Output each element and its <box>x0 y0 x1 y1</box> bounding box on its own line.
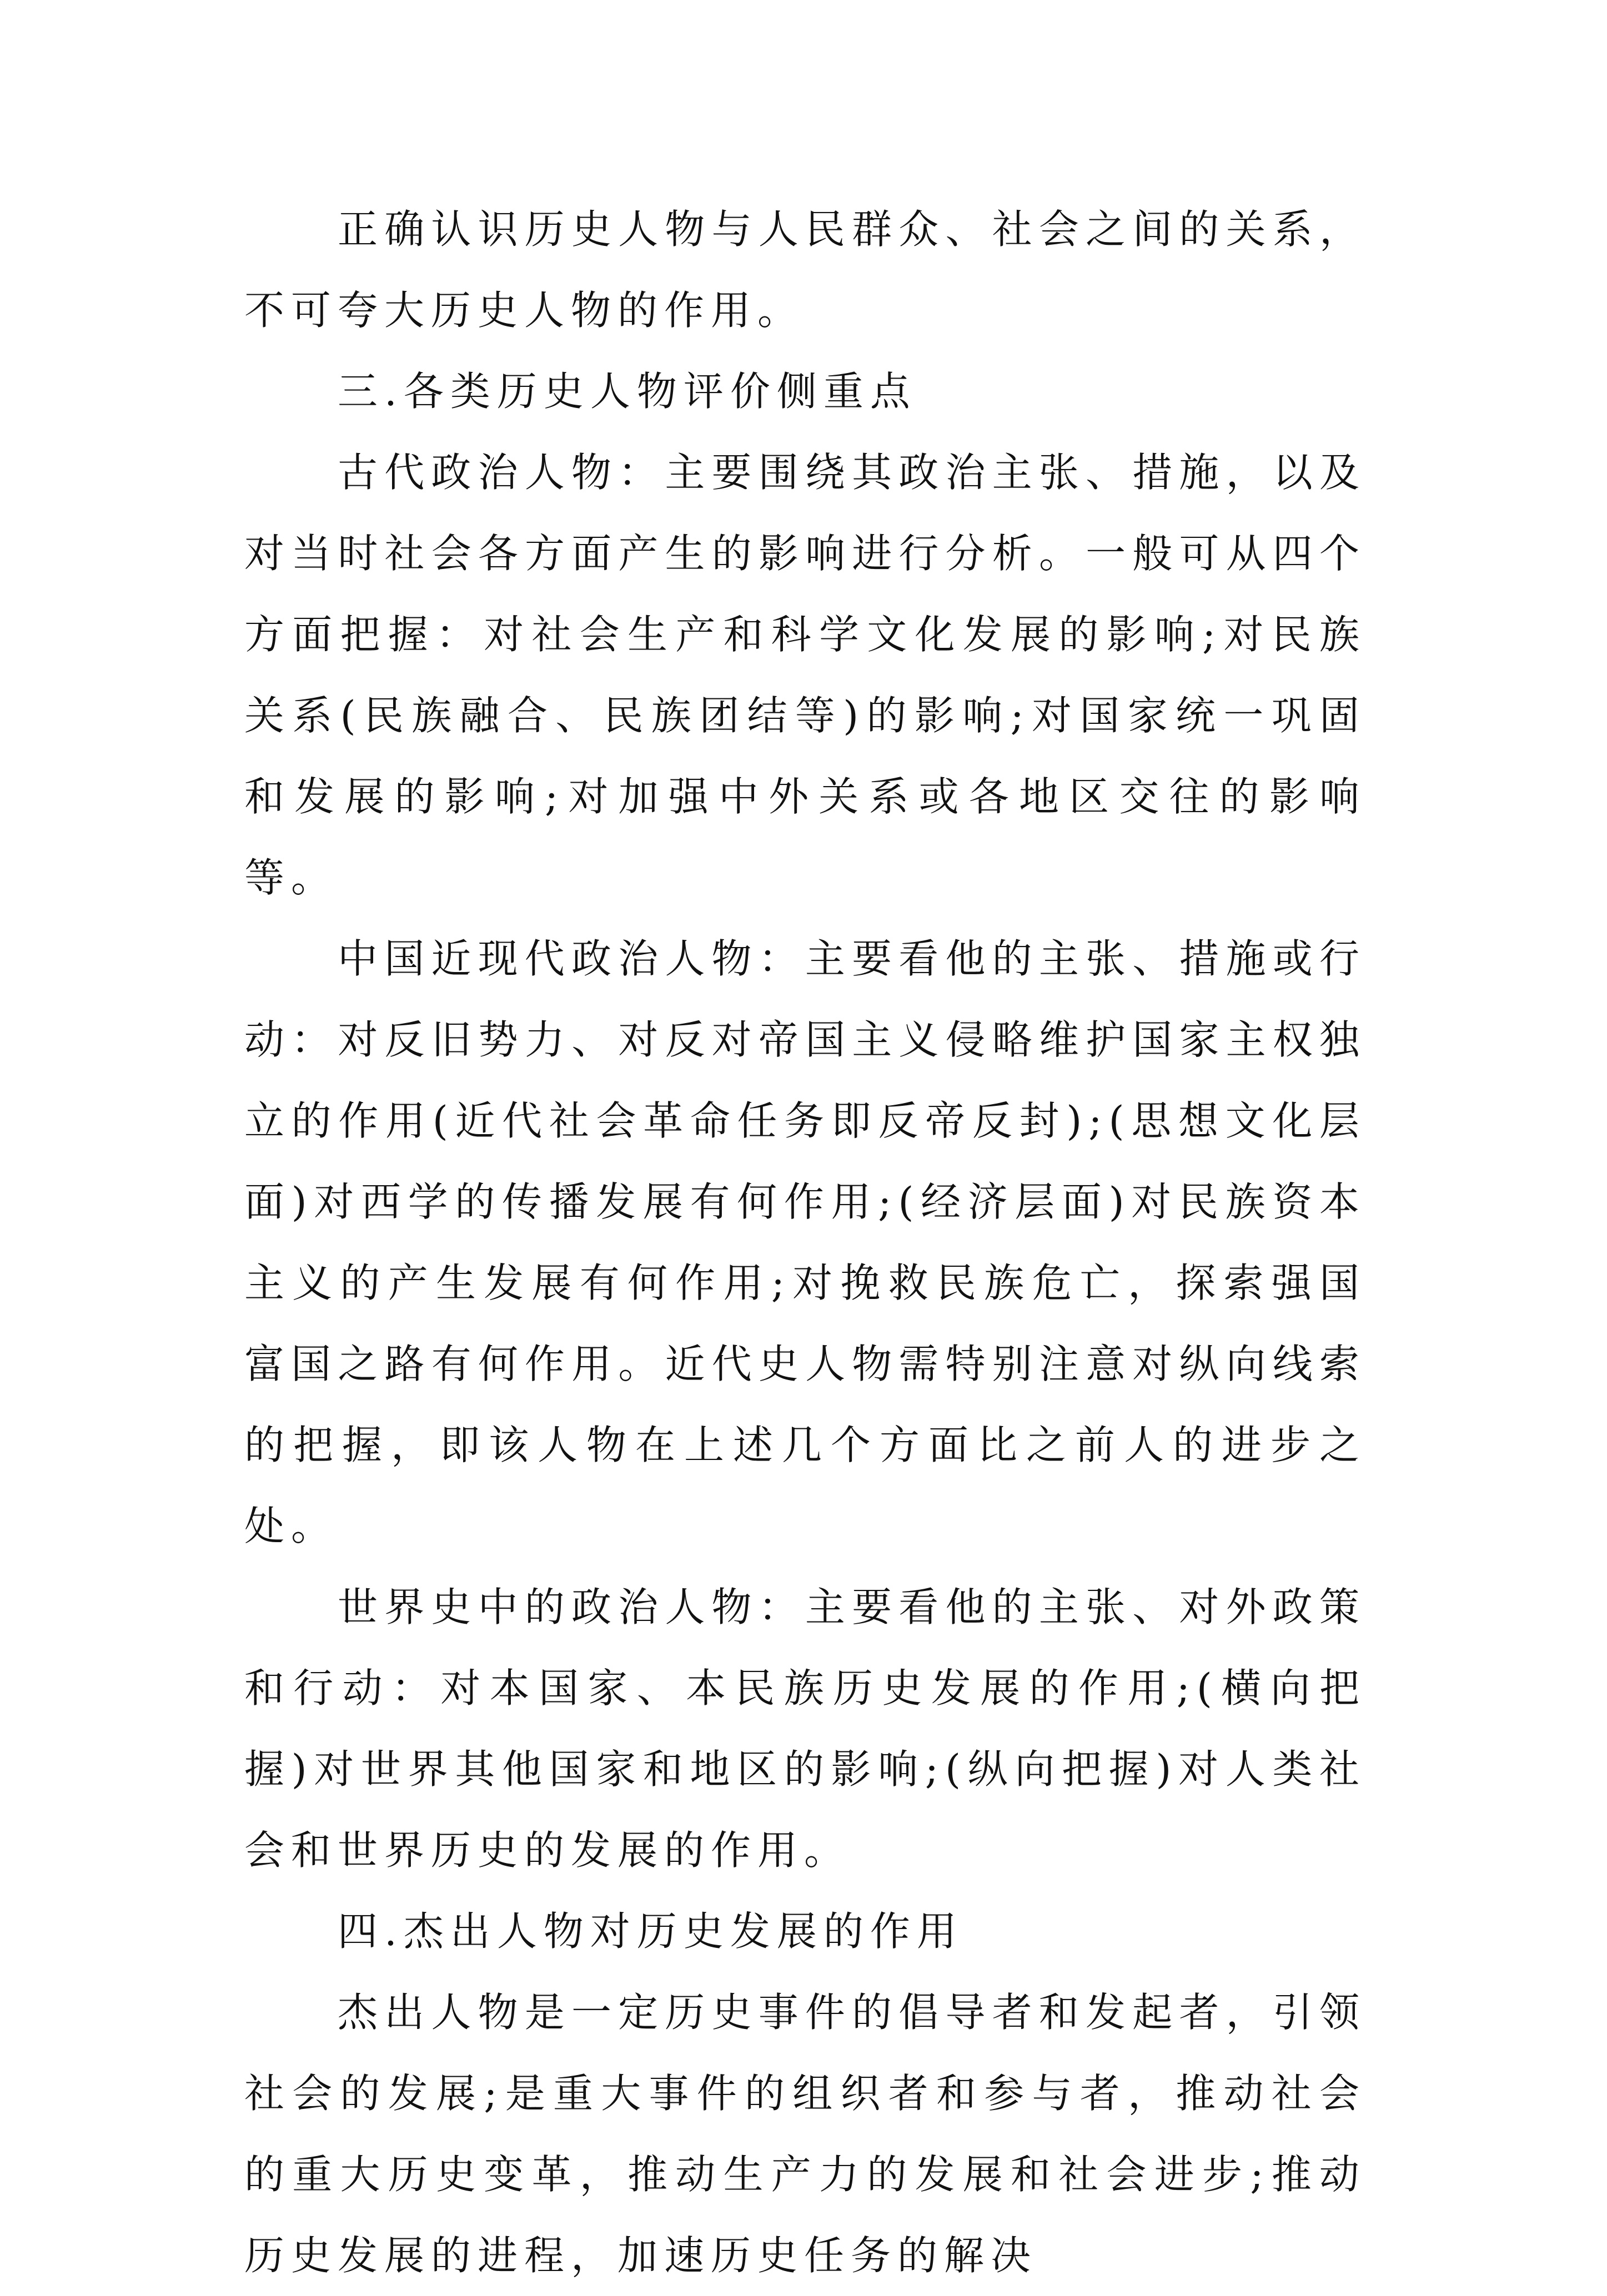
section-heading-3: 三.各类历史人物评价侧重点 <box>338 368 917 415</box>
paragraph-outstanding-figures: 杰出人物是一定历史事件的倡导者和发起者，引领社会的发展;是重大事件的组织者和参与者，推动社会的重大历史变革，推动生产力的发展和社会进步;推动历史发展的进程，加速历史任务的解决 <box>244 1989 1366 2279</box>
section-heading-4: 四.杰出人物对历史发展的作用 <box>338 1908 963 1955</box>
document-body <box>244 189 1366 2296</box>
paragraph-world-politicians: 世界史中的政治人物：主要看他的主张、对外政策和行动：对本国家、本民族历史发展的作用;(横向把握)对世界其他国家和地区的影响;(纵向把握)对人类社会和世界历史的发展的作用。 <box>244 1584 1366 1874</box>
paragraph-modern-chinese-politicians: 中国近现代政治人物：主要看他的主张、措施或行动：对反旧势力、对反对帝国主义侵略维护国家主权独立的作用(近代社会革命任务即反帝反封);(思想文化层面)对西学的传播发展有何作用;(经济层面)对民族资本主义的产生发展有何作用;对挽救民族危亡，探索强国富国之路有何作用。近代史人物需特别注意对纵向线索的把握，即该人物在上述几个方面比之前人的进步之处。 <box>244 935 1366 1549</box>
paragraph-ancient-politicians: 古代政治人物：主要围绕其政治主张、措施，以及对当时社会各方面产生的影响进行分析。一般可从四个方面把握：对社会生产和科学文化发展的影响;对民族关系(民族融合、民族团结等)的影响;对国家统一巩固和发展的影响;对加强中外关系或各地区交往的影响等。 <box>244 449 1366 901</box>
paragraph-relationship: 正确认识历史人物与人民群众、社会之间的关系，不可夸大历史人物的作用。 <box>244 206 1366 334</box>
